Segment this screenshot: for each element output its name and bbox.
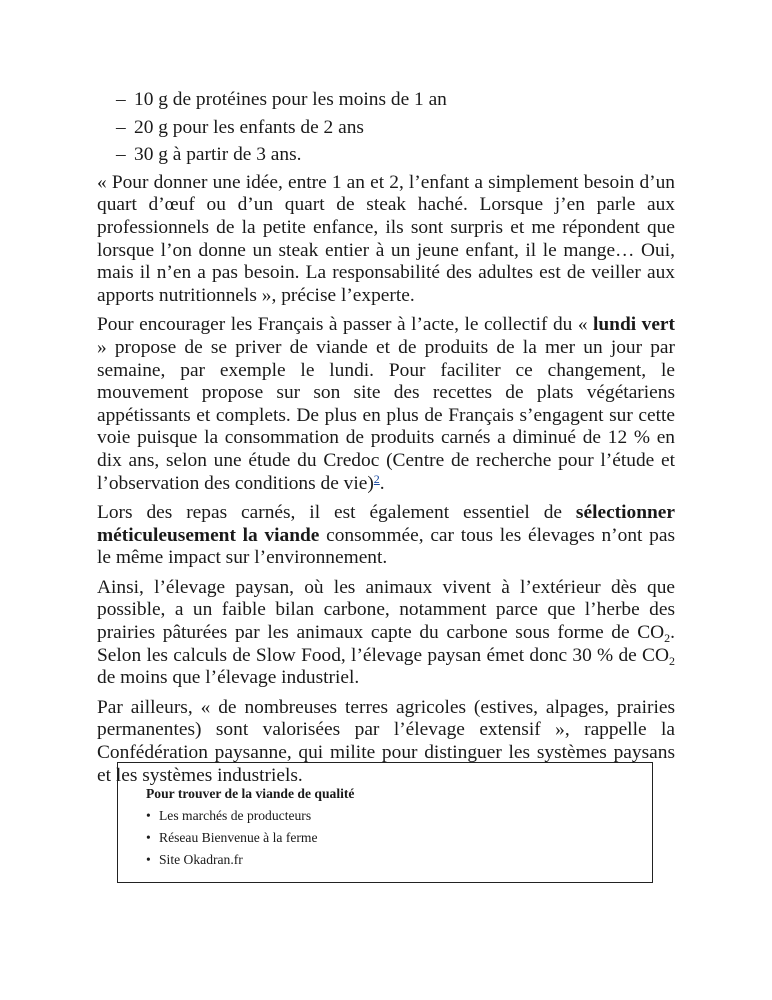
box-list-item xyxy=(146,805,652,826)
paragraph-text: consommée, car tous les élevages n’ont pas le même impact sur l’environnement. xyxy=(97,524,675,569)
paragraph-text: . Selon les calculs de Slow Food, l’élevage paysan émet donc 30 % de CO xyxy=(97,622,675,666)
lundi-vert-emphasis: lundi vert xyxy=(593,314,675,336)
dash-glyph: – xyxy=(116,144,126,166)
paragraph-text: Pour encourager les Français à passer à l’acte, le collectif du « xyxy=(97,314,594,336)
footnote-link[interactable]: 2 xyxy=(373,471,380,486)
bullet-glyph: • xyxy=(146,830,151,845)
dash-glyph: – xyxy=(116,89,126,110)
paragraph-text: » propose de se priver de viande et de produits de la mer un jour par semaine, par exemple le lundi. Pour faciliter ce changement, le mouvement propose sur son site des recettes de plats végétariens appétissants et complets. De plus en plus de Français s’engagent sur cette voie puisque la consommation de produits carnés a diminué de 12 % en dix ans, selon une étude du Credoc (Centre de recherche pour l’étude et l’observation des conditions de vie) xyxy=(97,336,675,494)
box-list-item-text: Réseau Bienvenue à la ferme xyxy=(159,830,318,845)
list-item xyxy=(97,89,675,112)
box-list-item-text: Les marchés de producteurs xyxy=(159,808,312,823)
bullet-glyph: • xyxy=(146,808,151,823)
article-body xyxy=(97,89,675,794)
list-item xyxy=(97,144,675,167)
quality-meat-box xyxy=(117,762,653,883)
co2-subscript: 2 xyxy=(664,631,671,646)
paragraph-confederation: Par ailleurs, « de nombreuses terres agricoles (estives, alpages, prairies permanentes) sont valorisées par l’élevage extensif », rappelle la Confédération paysanne, qui milite pour distinguer les systèmes paysans et les systèmes industriels. xyxy=(97,696,675,786)
paragraph-lundi-vert xyxy=(97,314,675,495)
box-list xyxy=(146,805,652,870)
paragraph-text: Ainsi, l’élevage paysan, où les animaux vivent à l’extérieur dès que possible, a un faible bilan carbone, notamment parce que l’herbe des prairies pâturées par les animaux capte du carbone sous forme de CO xyxy=(97,576,675,644)
list-item-text: 30 g à partir de 3 ans. xyxy=(134,144,302,166)
list-item-text: 10 g de protéines pour les moins de 1 an xyxy=(134,89,447,110)
paragraph-elevage-paysan xyxy=(97,577,675,690)
paragraph-text: de moins que l’élevage industriel. xyxy=(97,667,360,689)
paragraph-meat-selection xyxy=(97,502,675,570)
box-list-item xyxy=(146,827,652,848)
co2-subscript: 2 xyxy=(669,653,675,668)
dash-glyph: – xyxy=(116,116,126,138)
box-title: Pour trouver de la viande de qualité xyxy=(146,786,355,801)
box-list-item-text: Site Okadran.fr xyxy=(159,852,243,867)
list-item-text: 20 g pour les enfants de 2 ans xyxy=(134,116,364,138)
list-item xyxy=(97,117,675,140)
box-list-item xyxy=(146,849,652,870)
paragraph-text: . xyxy=(379,472,385,494)
paragraph-expert-quote: « Pour donner une idée, entre 1 an et 2, l’enfant a simplement besoin d’un quart d’œuf ou d’un quart de steak haché. Lorsque j’en parle aux professionnels de la petite enfance, ils sont surpris et me répondent que lorsque l’on donne un steak entier à un jeune enfant, il le mange… Oui, mais il n’en a pas besoin. La responsabilité des adultes est de veiller aux apports nutritionnels », précise l’experte. xyxy=(97,171,675,306)
selection-emphasis: sélectionner méticuleusement la viande xyxy=(97,502,675,546)
paragraph-text: Lors des repas carnés, il est également essentiel de xyxy=(97,502,576,524)
protein-needs-list xyxy=(97,89,675,167)
bullet-glyph: • xyxy=(146,852,151,867)
